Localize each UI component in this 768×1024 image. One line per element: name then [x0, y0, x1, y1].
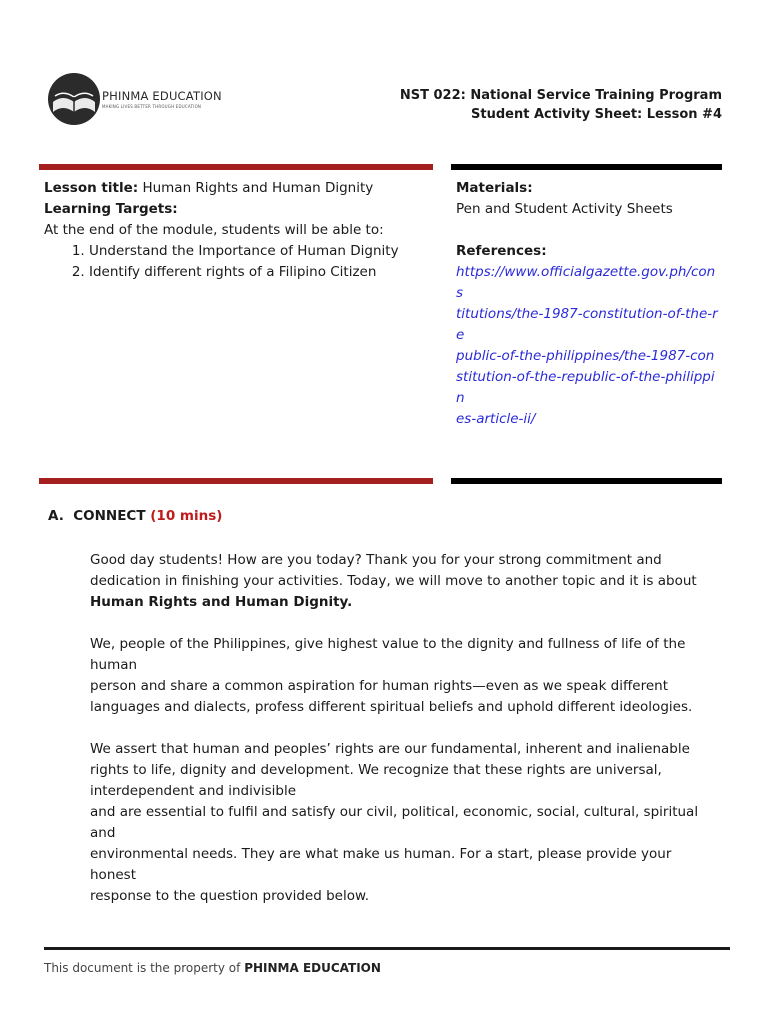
reference-line[interactable]: es-article-ii/ [456, 411, 536, 427]
paragraph-line: rights to life, dignity and development. We recognize that these rights are universal, [90, 762, 662, 778]
sheet-title: Student Activity Sheet: Lesson #4 [471, 107, 722, 122]
reference-line[interactable]: n [456, 390, 465, 406]
section-title: CONNECT [73, 508, 146, 524]
footer [44, 961, 381, 975]
footer-prefix: This document is the property of [44, 961, 241, 975]
materials-references [456, 178, 722, 430]
bottom-rule-right [451, 478, 722, 484]
document-header [400, 86, 722, 124]
paragraph-line: environmental needs. They are what make us human. For a start, please provide your [90, 846, 672, 862]
reference-line[interactable]: e [456, 327, 465, 343]
targets-intro: At the end of the module, students will be able to: [44, 222, 384, 238]
reference-link[interactable] [456, 262, 722, 430]
targets-list [44, 241, 424, 283]
topic-highlight: Human Rights and Human Dignity. [90, 594, 353, 610]
paragraph-line: We, people of the Philippines, give highest value to the dignity and fullness of life of the [90, 636, 686, 652]
references-label: References: [456, 243, 547, 259]
reference-line[interactable]: stitution-of-the-republic-of-the-philippi [456, 369, 715, 385]
reference-line[interactable]: public-of-the-philippines/the-1987-con [456, 348, 715, 364]
top-rule-left [39, 164, 433, 170]
lesson-title: Human Rights and Human Dignity [142, 180, 374, 196]
bottom-rule-left [39, 478, 433, 484]
section-letter: A. [48, 508, 64, 524]
materials-text: Pen and Student Activity Sheets [456, 201, 673, 217]
logo-tagline: MAKING LIVES BETTER THROUGH EDUCATION [102, 104, 202, 109]
paragraph-line: languages and dialects, profess different spiritual beliefs and uphold different ideologies. [90, 699, 693, 715]
logo-name: PHINMA EDUCATION [102, 89, 222, 103]
paragraph-line: interdependent and indivisible [90, 783, 297, 799]
top-rule-right [451, 164, 722, 170]
lesson-title-label: Lesson title: [44, 180, 139, 196]
target-item: 1. Understand the Importance of Human Dignity [89, 241, 424, 262]
reference-line[interactable]: https://www.officialgazette.gov.ph/con [456, 264, 716, 280]
target-item: 2. Identify different rights of a Filipino Citizen [89, 262, 424, 283]
lesson-title-row [44, 178, 424, 199]
paragraph-line: and are essential to fulfil and satisfy our civil, political, economic, social, cultural, spiritual [90, 804, 699, 820]
book-globe-icon [47, 72, 101, 126]
materials-label: Materials: [456, 180, 533, 196]
footer-owner: PHINMA EDUCATION [244, 961, 381, 975]
paragraph-line: person and share a common aspiration for human rights—even as we speak different [90, 678, 669, 694]
course-title: NST 022: National Service Training Program [399, 88, 722, 103]
reference-line[interactable]: s [456, 285, 464, 301]
footer-rule [44, 947, 730, 950]
paragraph-line: dedication in finishing your activities. Today, we will move to another topic and it is about [90, 573, 697, 589]
paragraph-line: and [90, 825, 116, 841]
section-duration: (10 mins) [150, 508, 223, 524]
lesson-info [44, 178, 424, 283]
paragraph-line: human [90, 657, 138, 673]
section-a-body [90, 550, 726, 907]
paragraph-line: Good day students! How are you today? Thank you for your strong commitment and [90, 552, 662, 568]
section-a-heading [48, 508, 222, 524]
paragraph-line: We assert that human and peoples’ rights are our fundamental, inherent and inalienable [90, 741, 690, 757]
paragraph-line: honest [90, 867, 137, 883]
learning-targets-label: Learning Targets: [44, 201, 178, 217]
phinma-logo [47, 72, 222, 126]
paragraph-line: response to the question provided below. [90, 888, 370, 904]
reference-line[interactable]: titutions/the-1987-constitution-of-the-r [456, 306, 718, 322]
